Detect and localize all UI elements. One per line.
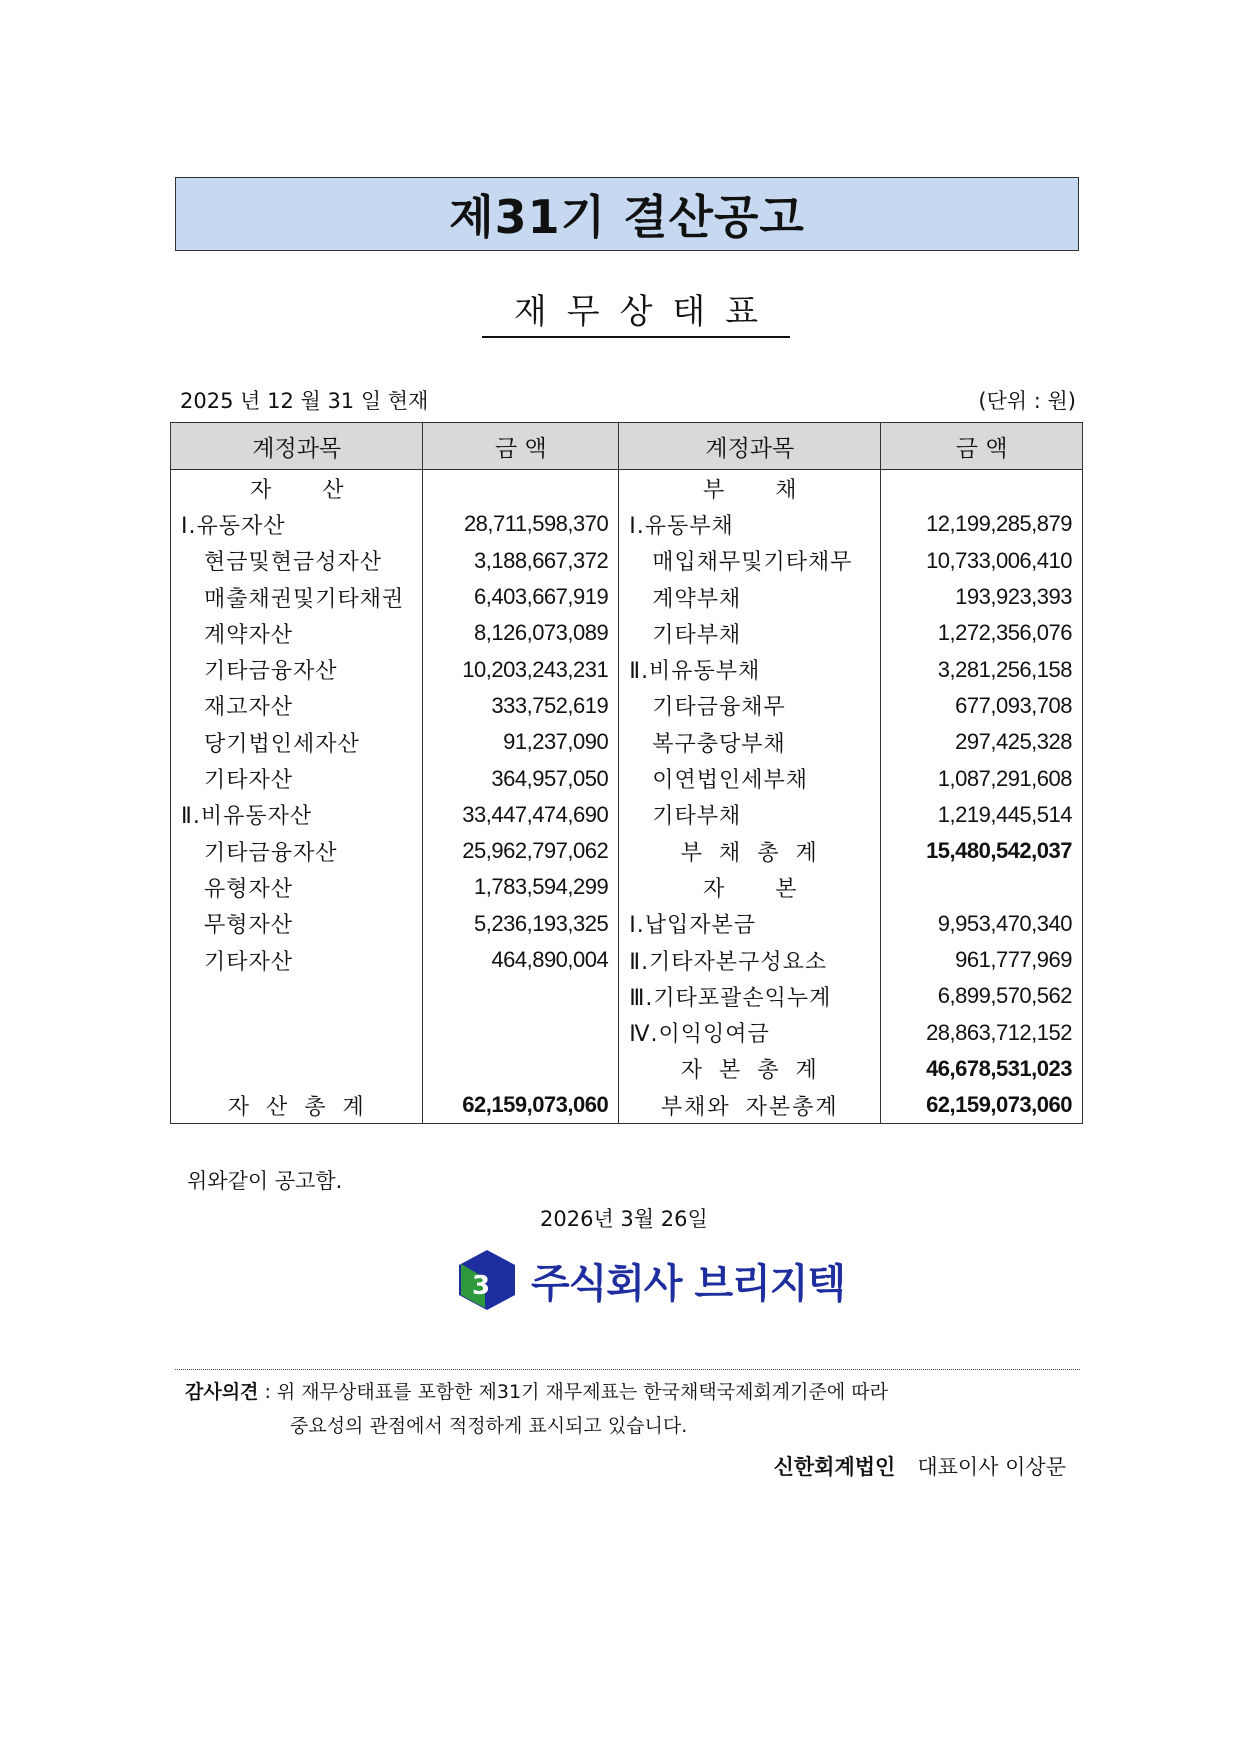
liability-equity-amount: 15,480,542,037: [881, 833, 1083, 869]
audit-opinion-line-1: [185, 1377, 888, 1404]
liability-equity-amount: 46,678,531,023: [881, 1051, 1083, 1087]
table-row: [171, 651, 1083, 687]
as-of-date: 2025 년 12 월 31 일 현재: [180, 389, 429, 413]
asset-account: [171, 978, 423, 1014]
liability-equity-amount: [881, 869, 1083, 905]
asset-amount: 464,890,004: [423, 942, 619, 978]
table-row: [171, 978, 1083, 1014]
liability-equity-amount: 3,281,256,158: [881, 651, 1083, 687]
table-row: [171, 1087, 1083, 1124]
audit-text-1: : 위 재무상태표를 포함한 제31기 재무제표는 한국채택국제회계기준에 따라: [258, 1381, 888, 1403]
notice-date: 2026년 3월 26일: [540, 1207, 708, 1231]
table-row: [171, 724, 1083, 760]
asset-amount: 1,783,594,299: [423, 869, 619, 905]
liability-equity-account: 기타금융채무: [619, 688, 881, 724]
audit-label: 감사의견: [185, 1381, 259, 1403]
liability-equity-account: 부 채: [619, 470, 881, 507]
asset-account: 계약자산: [171, 615, 423, 651]
liability-equity-amount: 10,733,006,410: [881, 543, 1083, 579]
asset-account: [171, 1014, 423, 1050]
divider: [175, 1369, 1080, 1370]
liability-equity-account: 기타부채: [619, 615, 881, 651]
asset-amount: 8,126,073,089: [423, 615, 619, 651]
table-row: [171, 543, 1083, 579]
company-logo-icon: [455, 1248, 519, 1312]
table-row: [171, 869, 1083, 905]
liability-equity-amount: [881, 470, 1083, 507]
company-logo: [455, 1248, 845, 1312]
company-name: 주식회사 브리지텍: [531, 1260, 846, 1307]
asset-account: 기타자산: [171, 760, 423, 796]
table-row: [171, 615, 1083, 651]
liability-equity-amount: 961,777,969: [881, 942, 1083, 978]
liability-equity-amount: 9,953,470,340: [881, 906, 1083, 942]
asset-account: Ⅱ.비유동자산: [171, 797, 423, 833]
liability-equity-account: 복구충당부채: [619, 724, 881, 760]
liability-equity-account: Ⅲ.기타포괄손익누계: [619, 978, 881, 1014]
liability-equity-account: 부채와 자본총계: [619, 1087, 881, 1124]
liability-equity-account: Ⅰ.납입자본금: [619, 906, 881, 942]
asset-amount: 10,203,243,231: [423, 651, 619, 687]
unit-label: (단위 : 원): [978, 389, 1076, 413]
liability-equity-account: 매입채무및기타채무: [619, 543, 881, 579]
table-row: [171, 760, 1083, 796]
notice-text: 위와같이 공고함.: [187, 1169, 343, 1193]
header-amount-left: 금 액: [423, 423, 619, 470]
header-account-left: 계정과목: [171, 423, 423, 470]
liability-equity-account: 이연법인세부채: [619, 760, 881, 796]
asset-account: 자 산: [171, 470, 423, 507]
liability-equity-account: 자 본 총 계: [619, 1051, 881, 1087]
liability-equity-amount: 193,923,393: [881, 579, 1083, 615]
asset-amount: 62,159,073,060: [423, 1087, 619, 1124]
liability-equity-account: 자 본: [619, 869, 881, 905]
asset-amount: [423, 1051, 619, 1087]
asset-amount: 3,188,667,372: [423, 543, 619, 579]
asset-amount: 333,752,619: [423, 688, 619, 724]
liability-equity-amount: 28,863,712,152: [881, 1014, 1083, 1050]
liability-equity-amount: 6,899,570,562: [881, 978, 1083, 1014]
asset-amount: 6,403,667,919: [423, 579, 619, 615]
liability-equity-amount: 1,219,445,514: [881, 797, 1083, 833]
table-row: [171, 1051, 1083, 1087]
table-row: [171, 688, 1083, 724]
table-row: [171, 506, 1083, 542]
liability-equity-account: Ⅰ.유동부채: [619, 506, 881, 542]
liability-equity-account: Ⅱ.기타자본구성요소: [619, 942, 881, 978]
asset-account: 당기법인세자산: [171, 724, 423, 760]
asset-account: 기타금융자산: [171, 651, 423, 687]
asset-account: Ⅰ.유동자산: [171, 506, 423, 542]
liability-equity-account: 계약부채: [619, 579, 881, 615]
table-row: [171, 833, 1083, 869]
liability-equity-amount: 1,087,291,608: [881, 760, 1083, 796]
asset-amount: 28,711,598,370: [423, 506, 619, 542]
balance-sheet-table: [170, 422, 1083, 1124]
table-header-row: [171, 423, 1083, 470]
table-row: [171, 906, 1083, 942]
asset-account: 자 산 총 계: [171, 1087, 423, 1124]
audit-representative: 대표이사 이상문: [917, 1455, 1066, 1479]
asset-account: 무형자산: [171, 906, 423, 942]
statement-title: 재무상태표: [482, 284, 790, 338]
asset-account: 기타자산: [171, 942, 423, 978]
notice-title: 제31기 결산공고: [175, 177, 1079, 251]
liability-equity-amount: 12,199,285,879: [881, 506, 1083, 542]
table-row: [171, 942, 1083, 978]
asset-account: [171, 1051, 423, 1087]
table-row: [171, 579, 1083, 615]
asset-amount: 364,957,050: [423, 760, 619, 796]
liability-equity-account: 부 채 총 계: [619, 833, 881, 869]
table-row: [171, 470, 1083, 507]
liability-equity-account: Ⅳ.이익잉여금: [619, 1014, 881, 1050]
asset-amount: [423, 978, 619, 1014]
asset-amount: 25,962,797,062: [423, 833, 619, 869]
asset-account: 현금및현금성자산: [171, 543, 423, 579]
svg-text:3: 3: [472, 1271, 491, 1301]
liability-equity-amount: 297,425,328: [881, 724, 1083, 760]
liability-equity-amount: 677,093,708: [881, 688, 1083, 724]
liability-equity-account: 기타부채: [619, 797, 881, 833]
asset-amount: 91,237,090: [423, 724, 619, 760]
liability-equity-amount: 1,272,356,076: [881, 615, 1083, 651]
audit-opinion-line-2: 중요성의 관점에서 적정하게 표시되고 있습니다.: [290, 1415, 688, 1437]
asset-amount: 5,236,193,325: [423, 906, 619, 942]
asset-account: 매출채권및기타채권: [171, 579, 423, 615]
liability-equity-account: Ⅱ.비유동부채: [619, 651, 881, 687]
asset-amount: 33,447,474,690: [423, 797, 619, 833]
asset-account: 유형자산: [171, 869, 423, 905]
table-row: [171, 1014, 1083, 1050]
asset-account: 기타금융자산: [171, 833, 423, 869]
asset-amount: [423, 470, 619, 507]
liability-equity-amount: 62,159,073,060: [881, 1087, 1083, 1124]
asset-account: 재고자산: [171, 688, 423, 724]
asset-amount: [423, 1014, 619, 1050]
table-row: [171, 797, 1083, 833]
header-amount-right: 금 액: [881, 423, 1083, 470]
audit-firm-name: 신한회계법인: [773, 1455, 896, 1479]
balance-sheet-body: [171, 470, 1083, 1124]
audit-signature: [774, 1451, 1066, 1481]
header-account-right: 계정과목: [619, 423, 881, 470]
